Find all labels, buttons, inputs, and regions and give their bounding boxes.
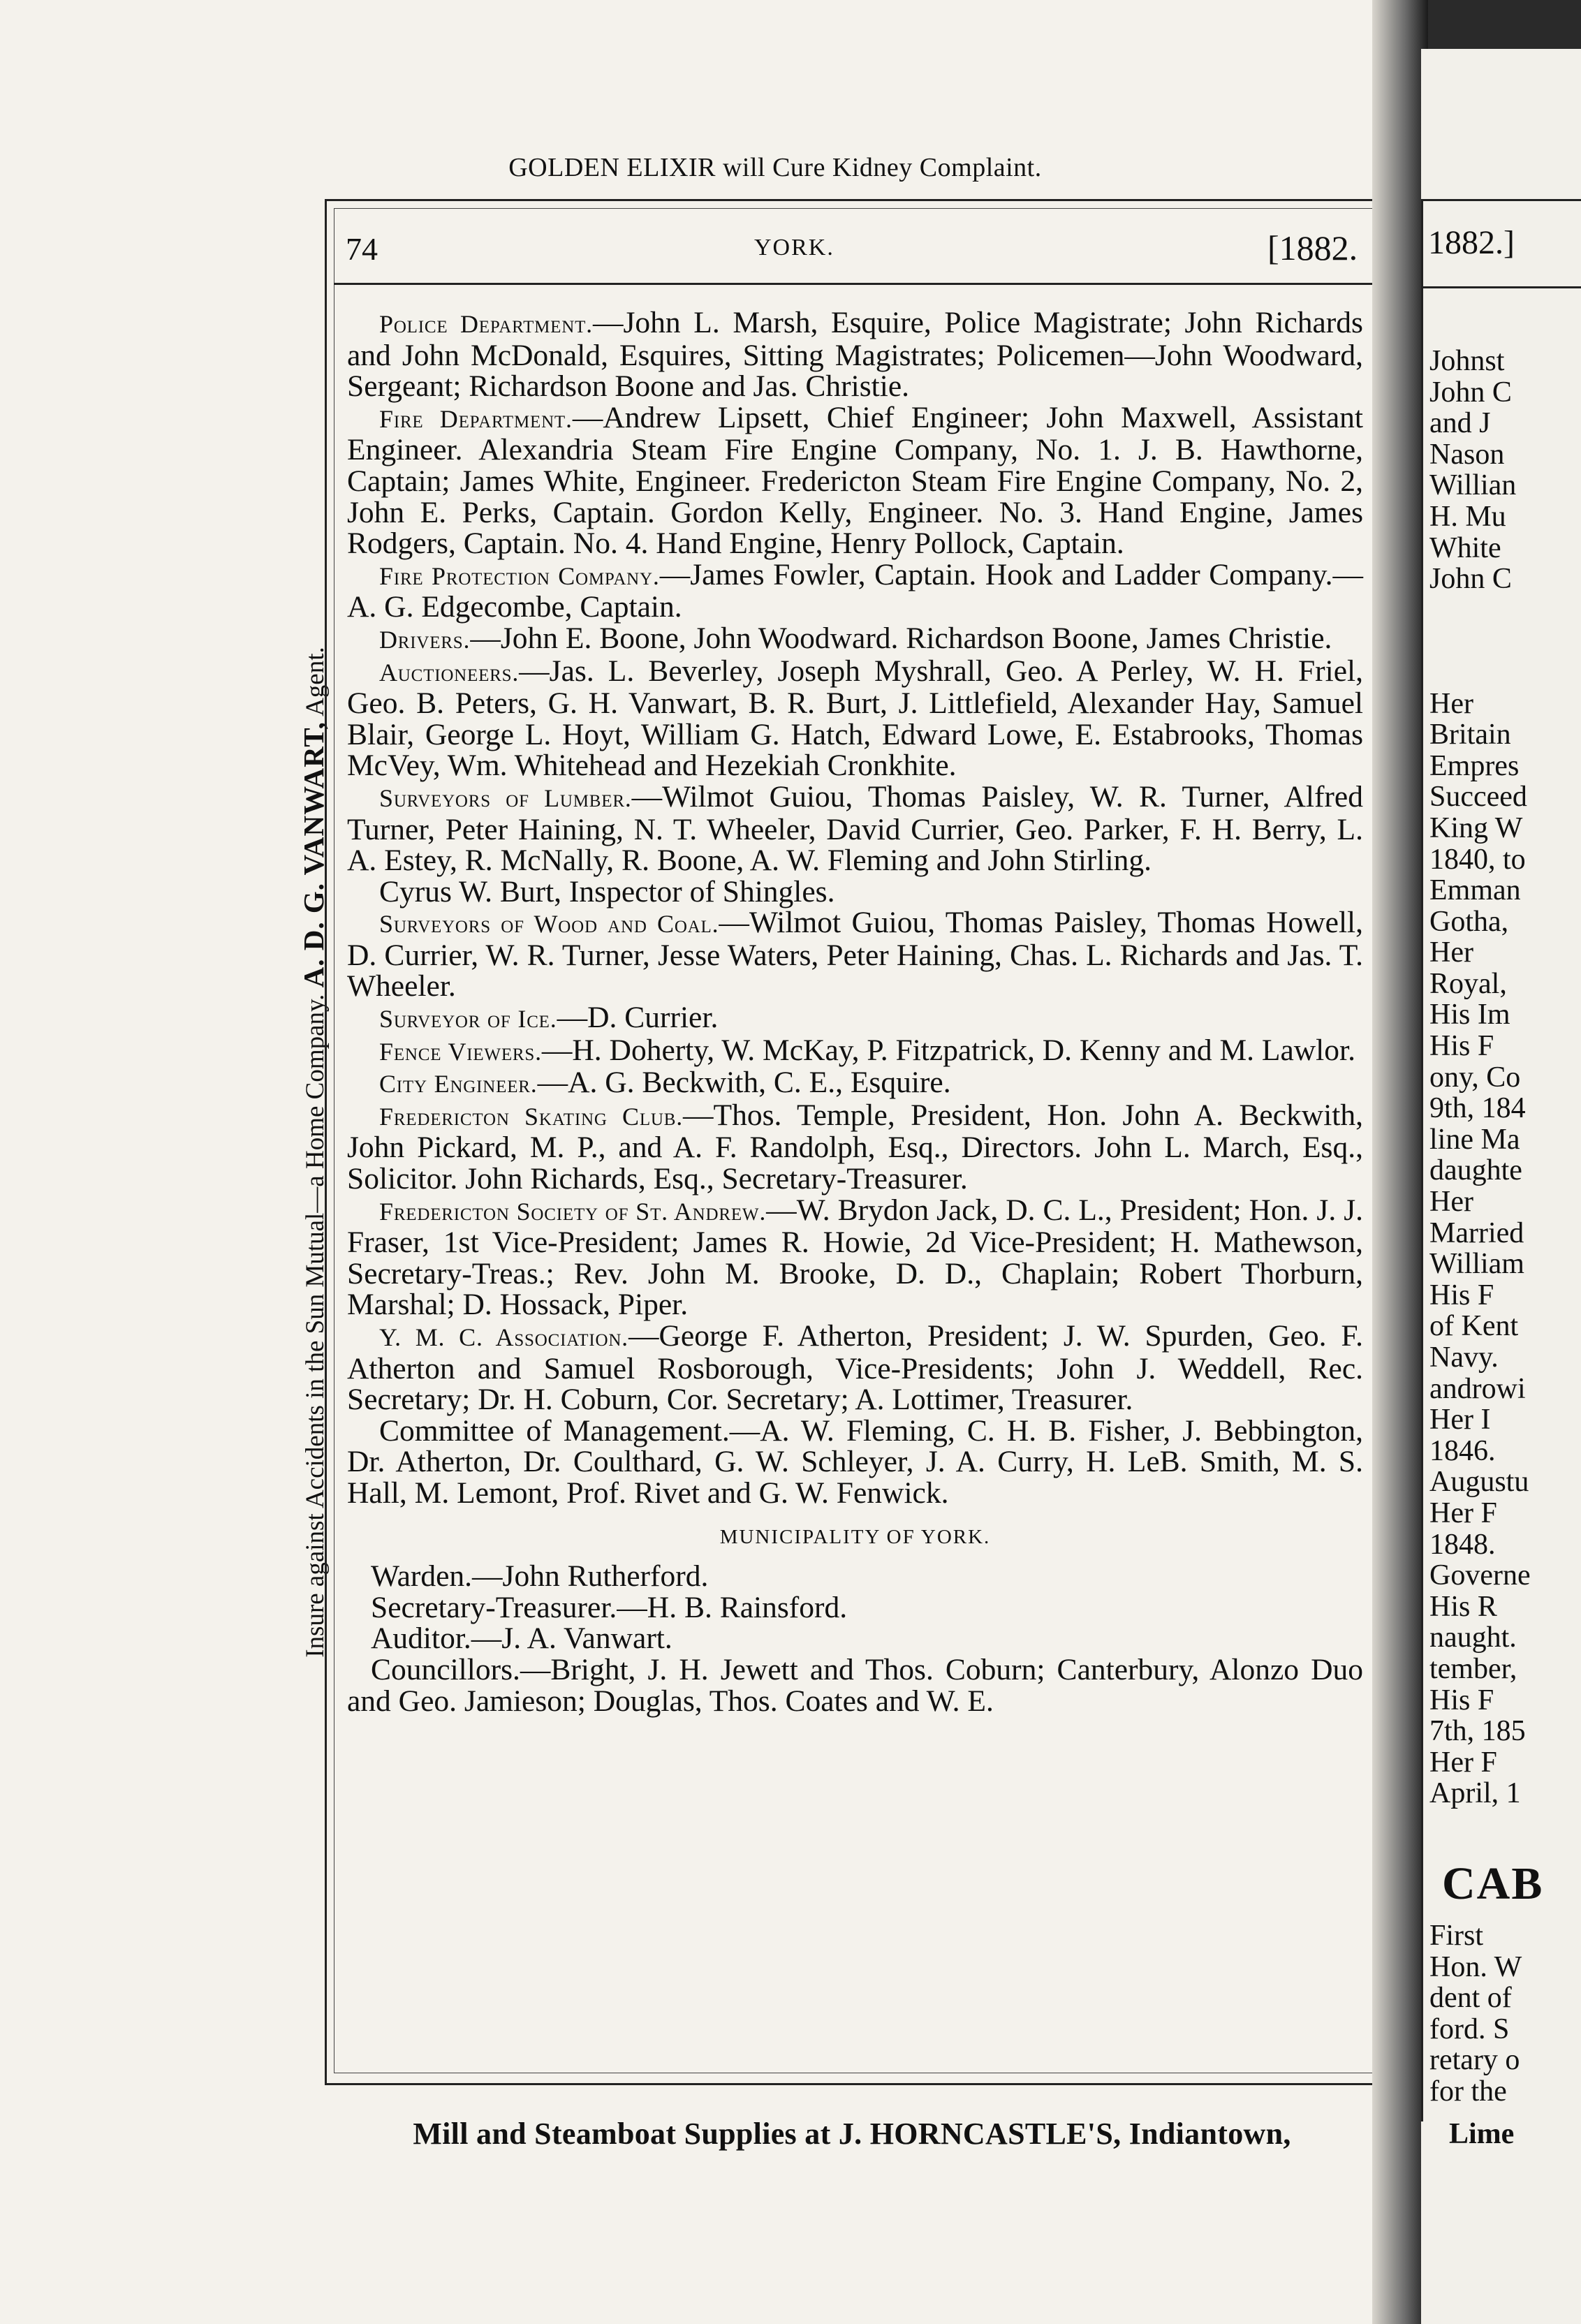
facing-line: H. Mu (1429, 500, 1506, 533)
facing-line: Succeed (1429, 781, 1527, 814)
facing-line: Augustu (1429, 1466, 1529, 1499)
entry-text: —John L. Marsh, Esquire, Police Magistrate; John Richards and John McDonald, Esquires, Sitting Magistrates; Policemen—John Woodward, Sergeant; Richardson Boone and Jas. Christie. (347, 306, 1363, 404)
footer-advertisement: Mill and Steamboat Supplies at J. HORNCASTLE'S, Indiantown, (413, 2117, 1291, 2151)
municipality-entry: Councillors.—Bright, J. H. Jewett and Thos. Coburn; Canterbury, Alonzo Duo and Geo. Jamieson; Douglas, Thos. Coates and W. E. (347, 1652, 1363, 1718)
facing-line: His Im (1429, 999, 1510, 1031)
directory-entry (347, 559, 1363, 623)
facing-line: for the (1429, 2075, 1507, 2108)
directory-entry (347, 307, 1363, 402)
facing-line: Willian (1429, 469, 1517, 502)
facing-line: His R (1429, 1590, 1497, 1623)
header-rule (334, 283, 1377, 285)
entry-text: —W. Brydon Jack, D. C. L., President; Hon. J. J. Fraser, 1st Vice-President; James R. Howie, 2d Vice-President; H. Mathewson, Secretary-Treas.; Rev. John M. Brooke, D. D., Chaplain; Robert Thorburn, Marshal; D. Hossack, Piper. (347, 1193, 1364, 1322)
facing-line: daughte (1429, 1154, 1522, 1187)
facing-line: Her F (1429, 1496, 1497, 1529)
entry-heading: Fire Protection Company. (379, 561, 660, 590)
facing-line: Her (1429, 936, 1473, 969)
header-advertisement: GOLDEN ELIXIR will Cure Kidney Complaint. (508, 153, 1042, 182)
facing-line: Married (1429, 1216, 1524, 1249)
facing-cap-heading: CAB (1442, 1858, 1544, 1909)
facing-line: 1840, to (1429, 843, 1526, 876)
directory-entry (347, 656, 1363, 781)
side-ad-suffix: Agent. (301, 647, 330, 716)
facing-line: John C (1429, 376, 1512, 409)
facing-page-lines (1429, 346, 1531, 1809)
facing-line (1429, 657, 1531, 689)
facing-line (1429, 626, 1531, 657)
facing-line: Britain (1429, 719, 1511, 751)
directory-entry (347, 781, 1363, 876)
directory-entry (347, 907, 1363, 1002)
facing-line: 1846. (1429, 1434, 1496, 1467)
entry-text: —Andrew Lipsett, Chief Engineer; John Maxwell, Assistant Engineer. Alexandria Steam Fire Engine Company, No. 1. J. B. Hawthorne, Captain; James White, Engineer. Fredericton Steam Fire Engine Company, No. 2, John E. Perks, Captain. Gordon Kelly, Engineer. No. 3. Hand Engine, James Rodgers, Captain. No. 4. Hand Engine, Henry Pollock, Captain. (347, 400, 1363, 561)
entry-text: —James Fowler, Captain. Hook and Ladder Company.—A. G. Edgecombe, Captain. (347, 557, 1363, 624)
facing-line: Governe (1429, 1559, 1531, 1592)
directory-entry (347, 1100, 1363, 1195)
page-number: 74 (346, 231, 378, 267)
facing-line: ford. S (1429, 2013, 1510, 2045)
facing-line: Gotha, (1429, 905, 1509, 938)
entry-text: Cyrus W. Burt, Inspector of Shingles. (379, 874, 835, 909)
facing-line: 9th, 184 (1429, 1092, 1526, 1125)
directory-entry (347, 1321, 1363, 1415)
facing-line: Nason (1429, 438, 1505, 471)
entry-heading: Auctioneers. (379, 658, 520, 686)
facing-line: John C (1429, 563, 1512, 596)
facing-running-head: 1882.] (1428, 224, 1515, 261)
facing-line: Her F (1429, 1746, 1497, 1779)
entry-heading: Fire Department. (379, 404, 573, 433)
facing-line: Emman (1429, 874, 1521, 907)
facing-line: and J (1429, 407, 1491, 440)
directory-entry (347, 1035, 1363, 1068)
facing-line: His F (1429, 1684, 1494, 1716)
facing-line: Hon. W (1429, 1950, 1522, 1983)
facing-line: Her (1429, 1186, 1473, 1219)
page-year: [1882. (1267, 228, 1358, 267)
facing-line (1429, 595, 1531, 626)
facing-line: White (1429, 531, 1501, 564)
entry-text: —A. G. Beckwith, C. E., Esquire. (537, 1066, 951, 1100)
facing-page-lines-after (1429, 1920, 1522, 2108)
facing-line: 7th, 185 (1429, 1715, 1526, 1748)
page-title: YORK. (754, 235, 834, 260)
entry-text: —Wilmot Guiou, Thomas Paisley, Thomas Howell, D. Currier, W. R. Turner, Jesse Waters, Peter Haining, Chas. L. Richards and Jas. T. Wheeler. (347, 906, 1363, 1003)
entry-heading: City Engineer. (379, 1070, 538, 1098)
facing-line: naught. (1429, 1621, 1517, 1654)
facing-line: King W (1429, 811, 1523, 844)
directory-entry (347, 876, 1363, 908)
municipality-heading: MUNICIPALITY OF YORK. (719, 1525, 991, 1548)
entry-heading: Fredericton Skating Club. (379, 1102, 684, 1131)
entry-heading: Fredericton Society of St. Andrew. (379, 1197, 767, 1226)
entry-text: —Jas. L. Beverley, Joseph Myshrall, Geo. A Perley, W. H. Friel, Geo. B. Peters, G. H. Vanwart, B. R. Burt, J. Littlefield, Alexander Hay, Samuel Blair, George L. Hoyt, William G. Hatch, Edward Lowe, E. Estabrooks, Thomas McVey, Wm. Whitehead and Hezekiah Cronkhite. (347, 654, 1363, 783)
directory-entry (347, 1002, 1363, 1035)
facing-line: Royal, (1429, 967, 1507, 1000)
directory-entry (347, 1195, 1363, 1321)
facing-line: William (1429, 1248, 1524, 1281)
facing-line: ony, Co (1429, 1061, 1521, 1094)
facing-line: His F (1429, 1030, 1494, 1063)
entry-heading: Surveyor of Ice. (379, 1005, 557, 1034)
facing-line: Her I (1429, 1404, 1491, 1436)
facing-line: line Ma (1429, 1123, 1520, 1156)
entry-text: Committee of Management.—A. W. Fleming, C. H. B. Fisher, J. Bebbington, Dr. Atherton, Dr. Coulthard, G. W. Schleyer, J. A. Curry, H. LeB. Smith, M. S. Hall, M. Lemont, Prof. Rivet and G. W. Fenwick. (347, 1413, 1363, 1510)
facing-line: of Kent (1429, 1310, 1519, 1343)
facing-line: Johnst (1429, 345, 1505, 377)
side-ad-text: Insure against Accidents in the Sun Mutual—a Home Company. (301, 994, 330, 1658)
municipality-entry: Auditor.—J. A. Vanwart. (371, 1621, 672, 1656)
book-gutter (1372, 0, 1428, 2324)
side-ad-agent: A. D. G. VANWART, (297, 721, 330, 988)
municipality-entry: Secretary-Treasurer.—H. B. Rainsford. (371, 1590, 848, 1624)
facing-line: Her (1429, 687, 1473, 720)
entry-text: —D. Currier. (557, 1001, 719, 1035)
entry-heading: Surveyors of Wood and Coal. (379, 910, 719, 939)
directory-entry (347, 1415, 1363, 1509)
facing-line: Empres (1429, 749, 1520, 782)
facing-bottom-ad: Lime (1449, 2118, 1515, 2150)
entry-text: —John E. Boone, John Woodward. Richardson Boone, James Christie. (470, 621, 1332, 655)
facing-line: 1848. (1429, 1528, 1496, 1561)
facing-line: dent of (1429, 1982, 1512, 2015)
entry-text: —Thos. Temple, President, Hon. John A. Beckwith, John Pickard, M. P., and A. F. Randolph, Esq., Directors. John L. March, Esq., Solicitor. John Richards, Esq., Secretary-Treasurer. (347, 1098, 1363, 1196)
facing-page (1421, 49, 1581, 2324)
entry-text: —H. Doherty, W. McKay, P. Fitzpatrick, D. Kenny and M. Lawlor. (541, 1033, 1355, 1067)
facing-line: First (1429, 1920, 1484, 1952)
entry-heading: Police Department. (379, 310, 593, 338)
entry-text: —Wilmot Guiou, Thomas Paisley, W. R. Turner, Alfred Turner, Peter Haining, N. T. Wheeler, David Currier, Geo. Parker, F. H. Berry, L. A. Estey, R. McNally, R. Boone, A. W. Fleming and John Stirling. (347, 779, 1363, 878)
facing-line: androwi (1429, 1372, 1526, 1405)
directory-body (347, 307, 1363, 1716)
facing-line: retary o (1429, 2044, 1520, 2077)
municipality-entry: Warden.—John Rutherford. (371, 1559, 709, 1594)
directory-entry (347, 1067, 1363, 1100)
directory-entry (347, 402, 1363, 559)
facing-line: tember, (1429, 1652, 1517, 1685)
entry-heading: Surveyors of Lumber. (379, 784, 632, 812)
entry-heading: Drivers. (379, 625, 471, 654)
facing-line: His F (1429, 1279, 1494, 1311)
facing-page-rule (1421, 286, 1581, 288)
facing-line: Navy. (1429, 1341, 1499, 1374)
directory-entry (347, 623, 1363, 656)
entry-heading: Y. M. C. Association. (379, 1323, 628, 1351)
entry-text: —George F. Atherton, President; J. W. Spurden, Geo. F. Atherton and Samuel Rosborough, Vice-Presidents; John J. Weddell, Rec. Secretary; Dr. H. Coburn, Cor. Secretary; A. Lottimer, Treasurer. (347, 1319, 1363, 1417)
entry-heading: Fence Viewers. (379, 1037, 542, 1066)
facing-line: April, 1 (1429, 1777, 1521, 1810)
